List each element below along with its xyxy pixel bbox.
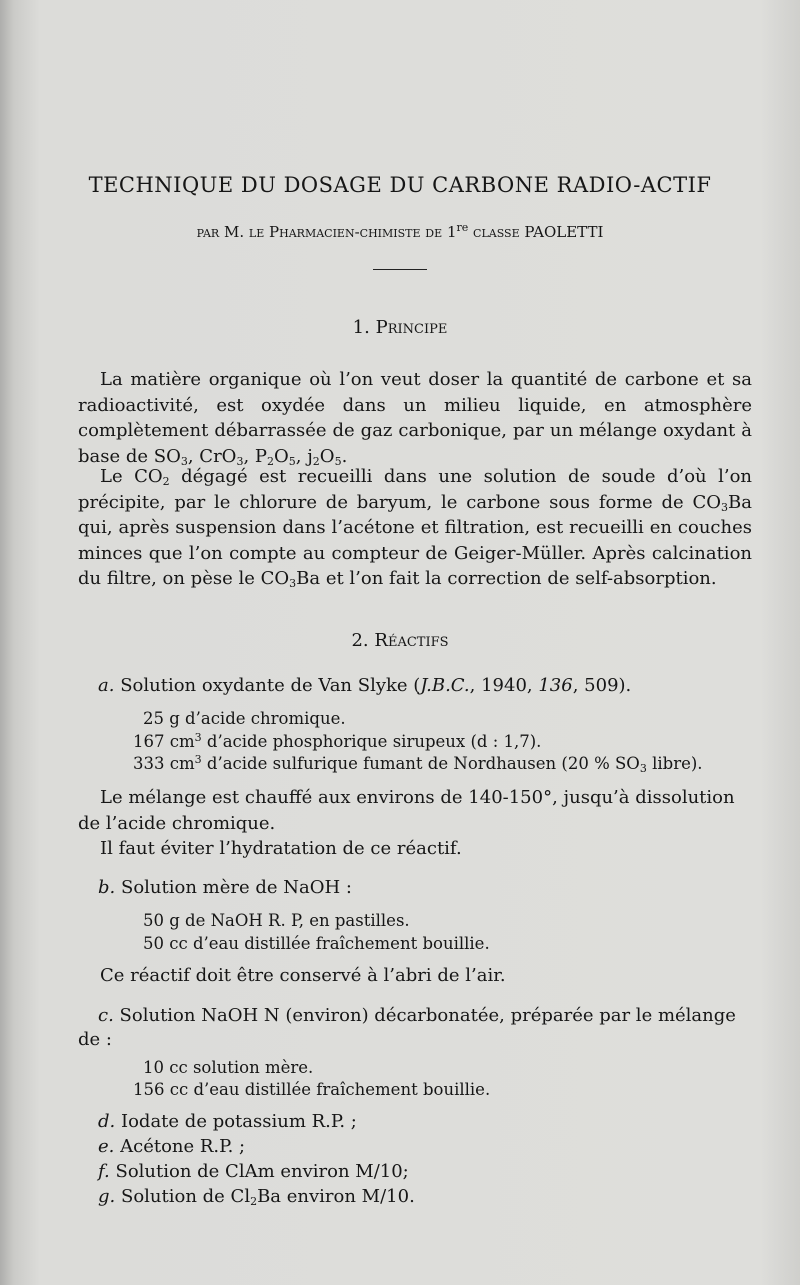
title-divider bbox=[373, 269, 427, 270]
subscript: 5 bbox=[334, 454, 342, 468]
byline-author: PAOLETTI bbox=[524, 223, 604, 241]
byline-rank-sup: re bbox=[456, 221, 469, 234]
paragraph-principe-1 bbox=[78, 367, 752, 469]
text-run: 333 cm bbox=[133, 754, 195, 773]
text-run: Ba qui, après suspension dans l’acétone et filtration, est recueilli en couches minces que l’on compte au compteur de Geiger-Müller. Après calcination du filtre, on pèse le CO bbox=[78, 491, 752, 589]
reagent-b-item-1: 50 g de NaOH R. P, en pastilles. bbox=[143, 911, 410, 930]
text-run: dégagé est recueilli dans une solution de soude d’où l’on précipite, par le chlorure de baryum, le carbone sous forme de CO bbox=[78, 466, 752, 513]
text-run: Solution de ClAm environ M/10; bbox=[115, 1161, 409, 1182]
text-run: 167 cm bbox=[133, 732, 195, 751]
subscript: 3 bbox=[639, 762, 647, 775]
text-run: O bbox=[274, 445, 289, 467]
reagent-label: f. bbox=[98, 1161, 110, 1182]
superscript: 3 bbox=[194, 753, 202, 766]
citation-volume: 136 bbox=[538, 675, 573, 696]
paragraph-principe-2 bbox=[78, 464, 752, 592]
text-run: Solution mère de NaOH : bbox=[120, 877, 352, 898]
text-run: , P bbox=[243, 445, 267, 467]
reagent-label: g. bbox=[98, 1186, 116, 1207]
text-run: Solution NaOH N (environ) décarbonatée, préparée par le mélange bbox=[119, 1005, 736, 1026]
reagent-label: e. bbox=[98, 1136, 115, 1157]
reagent-b bbox=[98, 877, 352, 898]
author-byline bbox=[0, 223, 800, 241]
reagent-c-item-2: 156 cc d’eau distillée fraîchement bouillie. bbox=[133, 1080, 491, 1099]
reagent-a-note-1-line-1: Le mélange est chauffé aux environs de 140-150°, jusqu’à dissolution bbox=[100, 787, 735, 808]
reagent-f bbox=[98, 1161, 409, 1182]
reagent-b-item-2: 50 cc d’eau distillée fraîchement bouillie. bbox=[143, 934, 490, 953]
subscript: 3 bbox=[289, 577, 297, 590]
section-number: 2. bbox=[351, 630, 369, 651]
text-run: . bbox=[341, 445, 348, 467]
reagent-label: b. bbox=[98, 877, 116, 898]
citation-journal: J.B.C. bbox=[420, 675, 470, 696]
text-run: Solution oxydante de Van Slyke ( bbox=[120, 675, 421, 696]
text-run: La matière organique où l’on veut doser la quantité de carbone et sa radioactivité, est oxydée dans un milieu liquide, en atmosphère complètement débarrassée de gaz carbonique, par un mélange oxydant à base de SO bbox=[78, 369, 752, 467]
reagent-a-item-2 bbox=[133, 732, 541, 751]
byline-par: par bbox=[196, 223, 220, 241]
section-title: Réactifs bbox=[374, 630, 449, 651]
byline-rank: 1 bbox=[446, 223, 457, 241]
text-run: d’acide sulfurique fumant de Nordhausen (20 % SO bbox=[201, 754, 640, 773]
byline-le: le bbox=[248, 223, 265, 241]
text-run: , 509). bbox=[572, 675, 632, 696]
byline-m: M. bbox=[224, 223, 245, 241]
section-number: 1. bbox=[352, 317, 370, 338]
reagent-a-item-1: 25 g d’acide chromique. bbox=[143, 709, 346, 728]
reagent-g bbox=[98, 1186, 415, 1207]
subscript: 2 bbox=[267, 454, 274, 468]
text-run: O bbox=[319, 445, 335, 467]
reagent-c-line-1 bbox=[98, 1005, 736, 1026]
byline-classe: classe bbox=[473, 223, 520, 241]
text-run: d’acide phosphorique sirupeux (d : 1,7). bbox=[201, 732, 542, 751]
section-heading-reactifs bbox=[0, 630, 800, 651]
reagent-e bbox=[98, 1136, 245, 1157]
text-run: , CrO bbox=[187, 445, 237, 467]
reagent-a-item-3 bbox=[133, 754, 703, 773]
text-run: Le CO bbox=[100, 466, 163, 487]
page-title: TECHNIQUE DU DOSAGE DU CARBONE RADIO-ACTIF bbox=[88, 173, 712, 197]
subscript: 2 bbox=[250, 1195, 258, 1208]
subscript: 2 bbox=[162, 475, 170, 488]
subscript: 3 bbox=[721, 500, 729, 514]
reagent-b-note: Ce réactif doit être conservé à l’abri de l’air. bbox=[100, 965, 506, 986]
section-heading-principe bbox=[0, 317, 800, 338]
subscript: 3 bbox=[180, 454, 188, 468]
text-run: Ba et l’on fait la correction de self-absorption. bbox=[296, 568, 717, 589]
text-run: Acétone R.P. ; bbox=[120, 1136, 246, 1157]
text-run: , 1940, bbox=[469, 675, 539, 696]
text-run: Solution de Cl bbox=[120, 1186, 251, 1207]
section-title: Principe bbox=[375, 317, 448, 338]
text-run: , j bbox=[295, 445, 313, 467]
subscript: 2 bbox=[312, 454, 320, 468]
reagent-a-note-1-line-2: de l’acide chromique. bbox=[78, 813, 276, 834]
reagent-label: d. bbox=[98, 1111, 116, 1132]
text-run: Ba environ M/10. bbox=[257, 1186, 415, 1207]
byline-de: de bbox=[425, 223, 443, 241]
text-run: libre). bbox=[646, 754, 703, 773]
superscript: 3 bbox=[194, 731, 202, 744]
reagent-d bbox=[98, 1111, 357, 1132]
reagent-label: a. bbox=[98, 675, 115, 696]
subscript: 3 bbox=[236, 454, 244, 468]
reagent-a bbox=[98, 675, 631, 696]
byline-pharmacien: Pharmacien-chimiste bbox=[269, 223, 421, 241]
subscript: 5 bbox=[288, 454, 296, 468]
reagent-a-note-2: Il faut éviter l’hydratation de ce réactif. bbox=[100, 838, 462, 859]
text-run: Iodate de potassium R.P. ; bbox=[120, 1111, 357, 1132]
reagent-c-item-1: 10 cc solution mère. bbox=[143, 1058, 314, 1077]
reagent-c-line-2: de : bbox=[78, 1029, 112, 1050]
reagent-label: c. bbox=[98, 1005, 114, 1026]
